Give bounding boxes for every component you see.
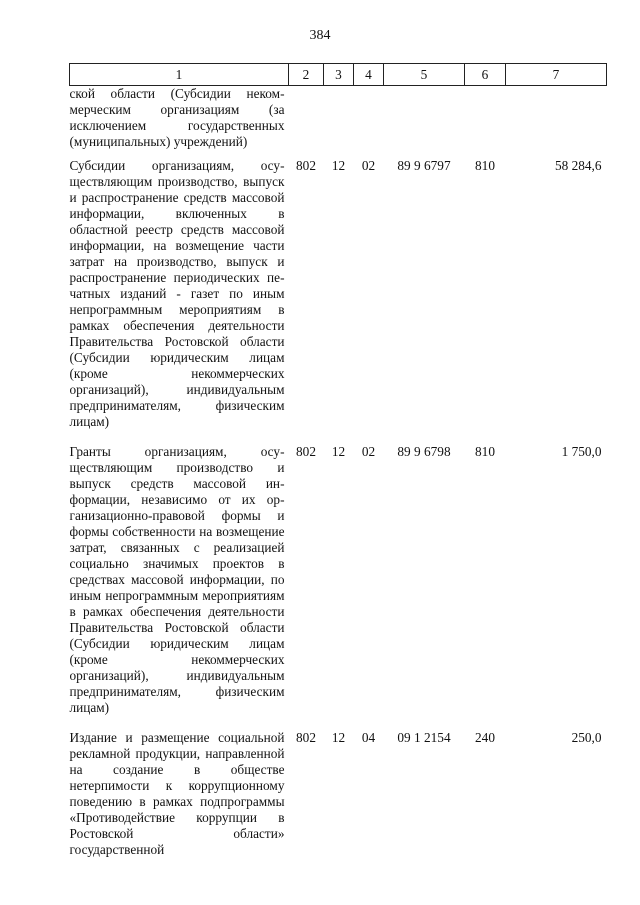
cell-ministry: 802 (296, 730, 316, 745)
column-header: 2 (289, 64, 324, 86)
cell-section: 12 (331, 730, 346, 745)
cell-subsection: 02 (361, 444, 376, 459)
row-description: Гранты организациям, осуществляющим производство и выпуск средств массовой информации, независимо от их организационно-правовой формы и формы собственности на возмещение затрат, связанных с реализацией социально значимых проектов в средствах массовой информации, по иным непрограммным мероприятиям в рамках обеспечения деятельности Правительства Ростовской области (Субсидии юридическим лицам (кроме некоммерческих организаций), индивидуальным предпринимателям, физическим лицам) (69, 444, 285, 715)
cell-target-article: 89 9 6798 (397, 444, 451, 459)
cell-target-article: 89 9 6797 (397, 158, 451, 173)
column-header: 4 (354, 64, 384, 86)
cell-expense-type (465, 86, 506, 159)
table-row (70, 86, 607, 159)
column-header: 7 (506, 64, 607, 86)
cell-amount (506, 86, 607, 159)
cell-section: 12 (331, 444, 346, 459)
cell-expense-type: 810 (475, 158, 495, 173)
cell-target-article: 09 1 2154 (397, 730, 451, 745)
table-row (70, 158, 607, 444)
cell-section (324, 86, 354, 159)
cell-ministry: 802 (296, 444, 316, 459)
header-row (70, 64, 607, 86)
cell-expense-type: 810 (475, 444, 495, 459)
column-header: 5 (384, 64, 465, 86)
row-description: ской области (Субсидии некоммерческим организациям (за исключением государственных (муниципальных) учреждений) (69, 86, 285, 149)
cell-amount: 1 750,0 (561, 444, 602, 459)
column-header: 1 (70, 64, 289, 86)
cell-expense-type: 240 (475, 730, 495, 745)
budget-table (69, 63, 607, 872)
table-row (70, 730, 607, 872)
cell-subsection: 04 (361, 730, 376, 745)
table-row (70, 444, 607, 730)
column-header: 3 (324, 64, 354, 86)
cell-subsection: 02 (361, 158, 376, 173)
cell-target-article (384, 86, 465, 159)
cell-amount: 250,0 (571, 730, 602, 745)
cell-subsection (354, 86, 384, 159)
row-description: Издание и размещение социальной рекламной продукции, направленной на создание в обществе нетерпимости к коррупционному поведению в рамках подпрограммы «Противодействие коррупции в Ростовской области» государственной (69, 730, 285, 857)
cell-ministry (289, 86, 324, 159)
cell-section: 12 (331, 158, 346, 173)
row-description: Субсидии организациям, осуществляющим производство, выпуск и распространение средств массовой информации, включенных в областной реестр средств массовой информации, на возмещение части затрат на производство, выпуск и распространение периодических печатных изданий - газет по иным непрограммным мероприятиям в рамках обеспечения деятельности Правительства Ростовской области (Субсидии юридическим лицам (кроме некоммерческих организаций), индивидуальным предпринимателям, физическим лицам) (69, 158, 285, 429)
cell-amount: 58 284,6 (554, 158, 602, 173)
page-number: 384 (309, 28, 331, 43)
column-header: 6 (465, 64, 506, 86)
cell-ministry: 802 (296, 158, 316, 173)
